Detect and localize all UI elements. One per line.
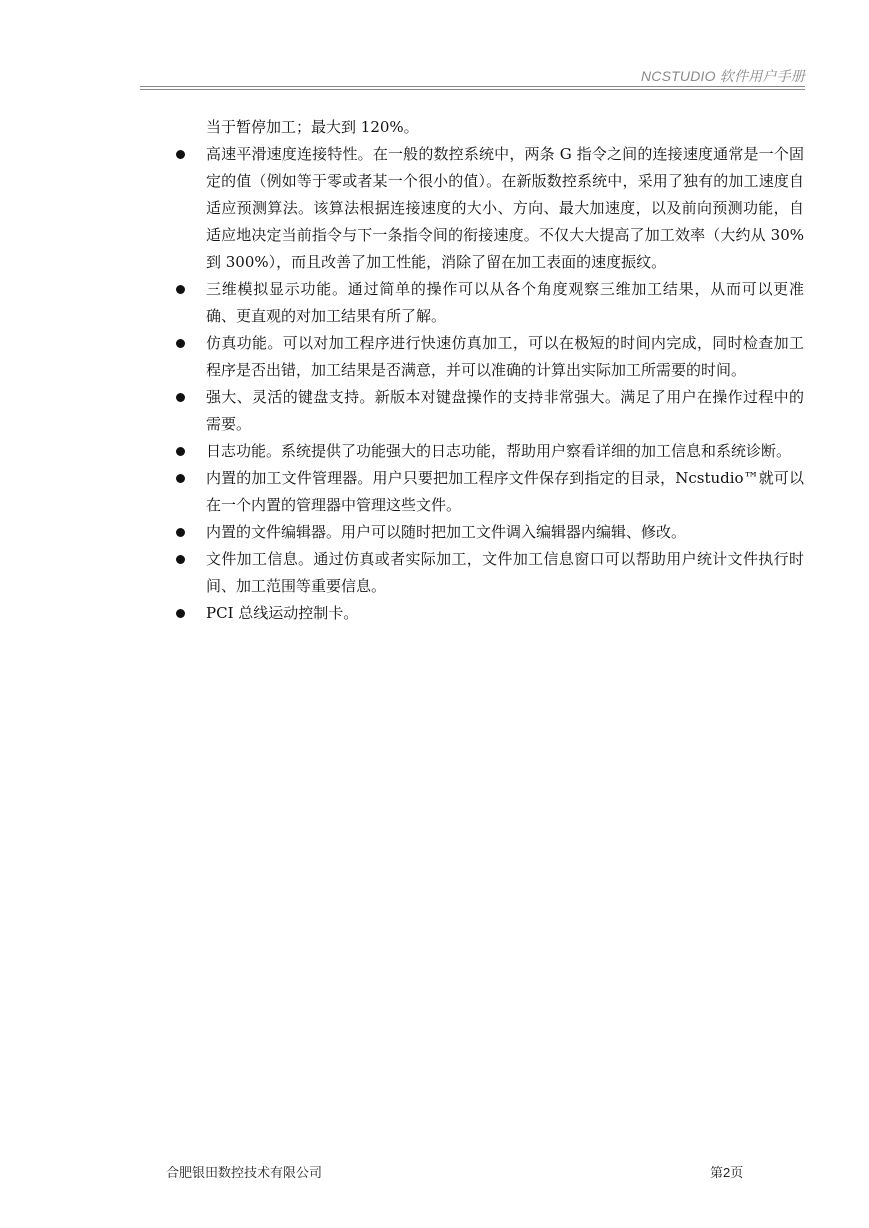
list-item	[174, 276, 804, 330]
bullet-icon	[176, 339, 185, 348]
list-item-text: 高速平滑速度连接特性。在一般的数控系统中，两条 G 指令之间的连接速度通常是一个固定的值（例如等于零或者某一个很小的值）。在新版数控系统中，采用了独有的加工速度自适应预测算法。该算法根据连接速度的大小、方向、最大加速度，以及前向预测功能，自适应地决定当前指令与下一条指令间的衔接速度。不仅大大提高了加工效率（大约从 30%到 300%），而且改善了加工性能，消除了留在加工表面的速度振纹。	[206, 145, 804, 271]
bullet-icon	[176, 555, 185, 564]
list-item-text: 内置的文件编辑器。用户可以随时把加工文件调入编辑器内编辑、修改。	[206, 523, 687, 541]
list-item-text: 日志功能。系统提供了功能强大的日志功能，帮助用户察看详细的加工信息和系统诊断。	[206, 442, 792, 460]
bullet-icon	[176, 150, 185, 159]
list-item-text: 强大、灵活的键盘支持。新版本对键盘操作的支持非常强大。满足了用户在操作过程中的需要。	[206, 388, 804, 433]
list-item-text: PCI 总线运动控制卡。	[206, 604, 359, 622]
bullet-icon	[176, 474, 185, 483]
bullet-icon	[176, 447, 185, 456]
header-divider	[140, 86, 805, 87]
footer-company: 合肥银田数控技术有限公司	[166, 1165, 323, 1180]
main-content	[174, 114, 804, 627]
list-item	[174, 519, 804, 546]
list-item-text: 仿真功能。可以对加工程序进行快速仿真加工，可以在极短的时间内完成，同时检查加工程序是否出错，加工结果是否满意，并可以准确的计算出实际加工所需要的时间。	[206, 334, 804, 379]
list-item	[174, 384, 804, 438]
list-item	[174, 438, 804, 465]
header-divider-secondary	[140, 89, 805, 90]
bullet-icon	[176, 609, 185, 618]
list-item	[174, 141, 804, 276]
list-item	[174, 465, 804, 519]
bullet-icon	[176, 393, 185, 402]
list-item	[174, 546, 804, 600]
bullet-icon	[176, 528, 185, 537]
bullet-icon	[176, 285, 185, 294]
list-item-text: 三维模拟显示功能。通过简单的操作可以从各个角度观察三维加工结果，从而可以更准确、更直观的对加工结果有所了解。	[206, 280, 804, 325]
list-item-text: 文件加工信息。通过仿真或者实际加工，文件加工信息窗口可以帮助用户统计文件执行时间、加工范围等重要信息。	[206, 550, 804, 595]
header-title: NCSTUDIO 软件用户手册	[641, 68, 805, 84]
page-number: 第2页	[710, 1165, 744, 1180]
continuation-text: 当于暂停加工；最大到 120%。	[206, 118, 419, 136]
list-item	[174, 600, 804, 627]
list-item	[174, 330, 804, 384]
list-item-text: 内置的加工文件管理器。用户只要把加工程序文件保存到指定的目录，Ncstudio™就可以在一个内置的管理器中管理这些文件。	[206, 469, 804, 514]
